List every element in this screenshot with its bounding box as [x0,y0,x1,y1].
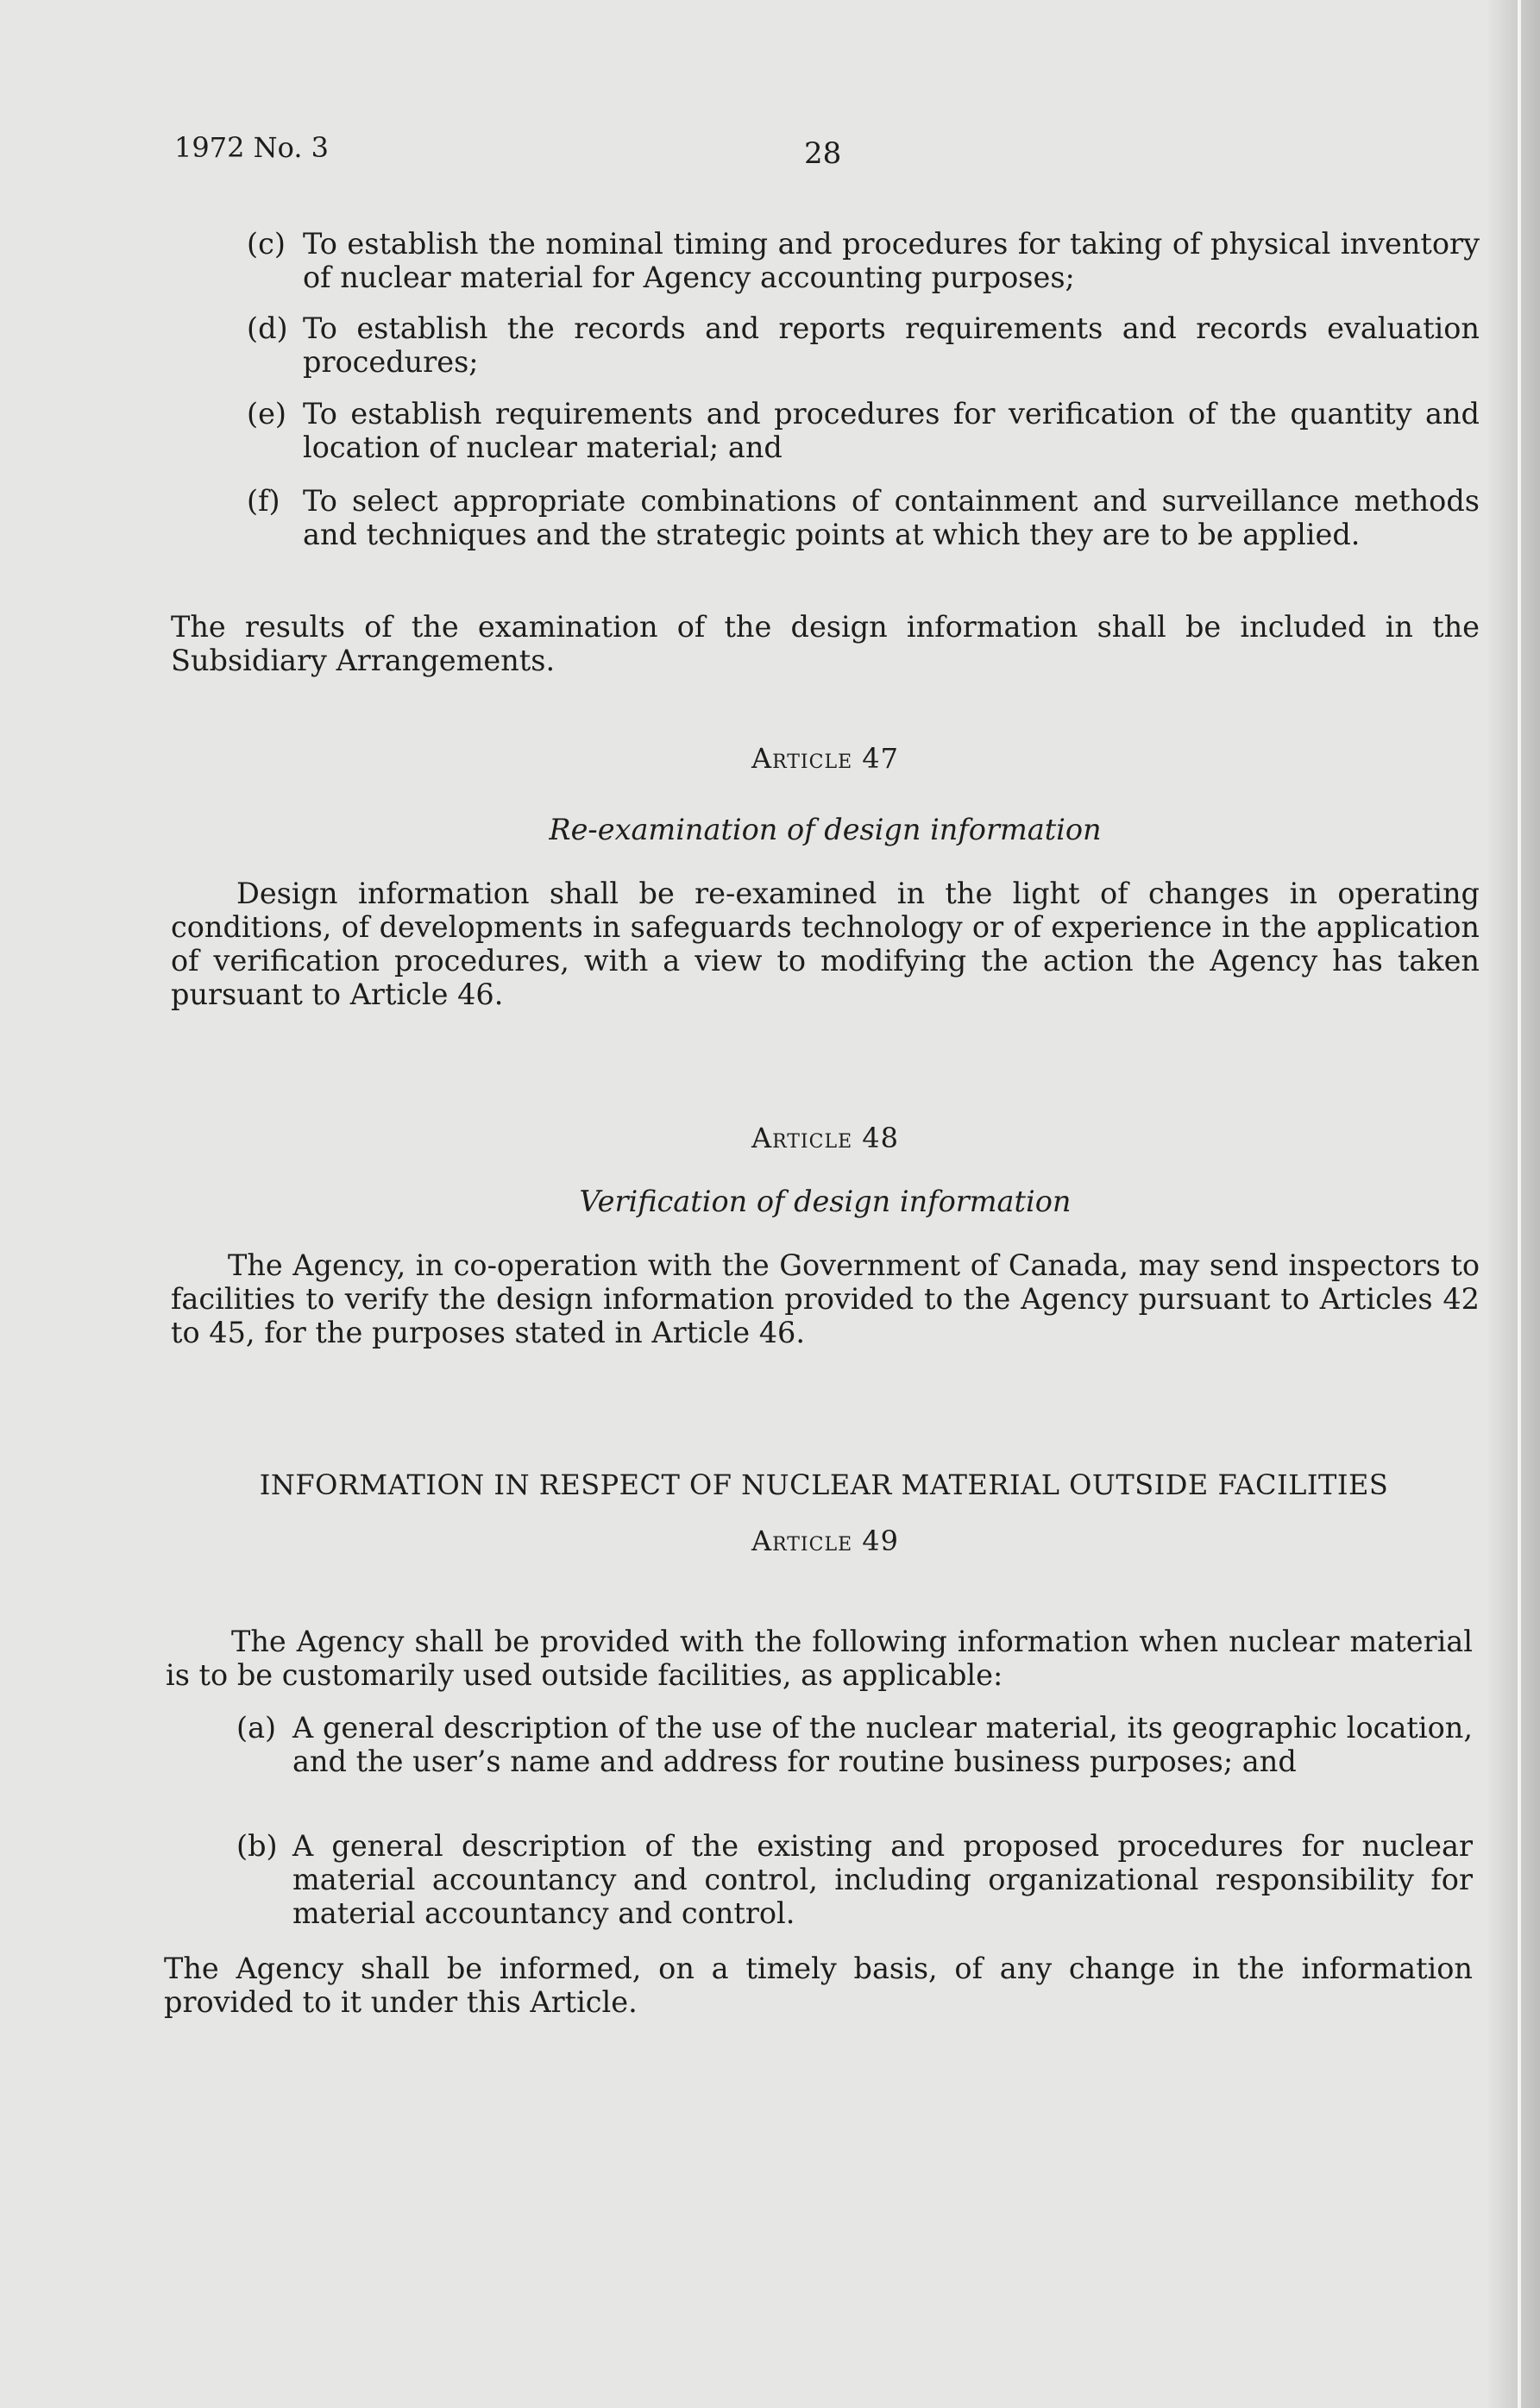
list-item-text: To select appropriate combinations of containment and surveillance methods and techniques and the strategic points at which they are to be applied. [303,484,1480,551]
list-marker: (f) [247,484,280,518]
list-item-c [247,227,1480,294]
list-item-text: To establish requirements and procedures for verification of the quantity and location of nuclear material; and [303,397,1480,464]
list-item-f [247,484,1480,551]
article-49-closing: The Agency shall be informed, on a timely basis, of any change in the information provided to it under this Article. [164,1952,1473,2019]
article-48-heading-text: Article 48 [751,1122,900,1154]
list-item-e [247,397,1480,464]
list-item-d [247,311,1480,379]
list-item-text: A general description of the use of the nuclear material, its geographic location, and the user’s name and address for routine business purposes; and [292,1711,1473,1778]
header-year-number: 1972 No. 3 [174,131,330,164]
article-49-item-b [236,1829,1473,1930]
article-48-subtitle: Verification of design information [579,1185,1072,1218]
list-item-text: A general description of the existing and proposed procedures for nuclear material accountancy and control, including organizational responsibility for material accountancy and control. [292,1829,1473,1930]
list-marker: (e) [247,397,286,431]
results-paragraph: The results of the examination of the design information shall be included in the Subsidiary Arrangements. [171,610,1480,677]
article-47-heading [171,742,1480,775]
article-48-body: The Agency, in co-operation with the Government of Canada, may send inspectors to facilities to verify the design information provided to the Agency pursuant to Articles 42 to 45, for the purposes stated in Article 46. [171,1248,1480,1349]
page-number: 28 [804,136,842,171]
article-48-heading [171,1122,1480,1154]
section-heading: INFORMATION IN RESPECT OF NUCLEAR MATERIAL OUTSIDE FACILITIES [259,1468,1389,1501]
article-47-body: Design information shall be re-examined in the light of changes in operating conditions, of developments in safeguards technology or of experience in the application of verification procedures, with a view to modifying the action the Agency has taken pursuant to Article 46. [171,877,1480,1011]
article-49-heading-text: Article 49 [751,1525,900,1557]
list-marker: (d) [247,311,288,345]
article-49-intro: The Agency shall be provided with the following information when nuclear material is to be customarily used outside facilities, as applicable: [166,1625,1473,1692]
page-edge-highlight [1518,0,1521,2408]
list-marker: (c) [247,227,286,261]
article-47-subtitle: Re-examination of design information [549,813,1102,846]
list-item-text: To establish the records and reports requirements and records evaluation procedures; [303,311,1480,379]
article-47-heading-text: Article 47 [751,742,900,775]
article-49-item-a [236,1711,1473,1778]
list-item-text: To establish the nominal timing and procedures for taking of physical inventory of nuclear material for Agency accounting purposes; [303,227,1480,294]
article-49-heading [171,1525,1480,1557]
list-marker: (b) [236,1829,278,1863]
list-marker: (a) [236,1711,277,1745]
page-edge-shadow [1488,0,1540,2408]
